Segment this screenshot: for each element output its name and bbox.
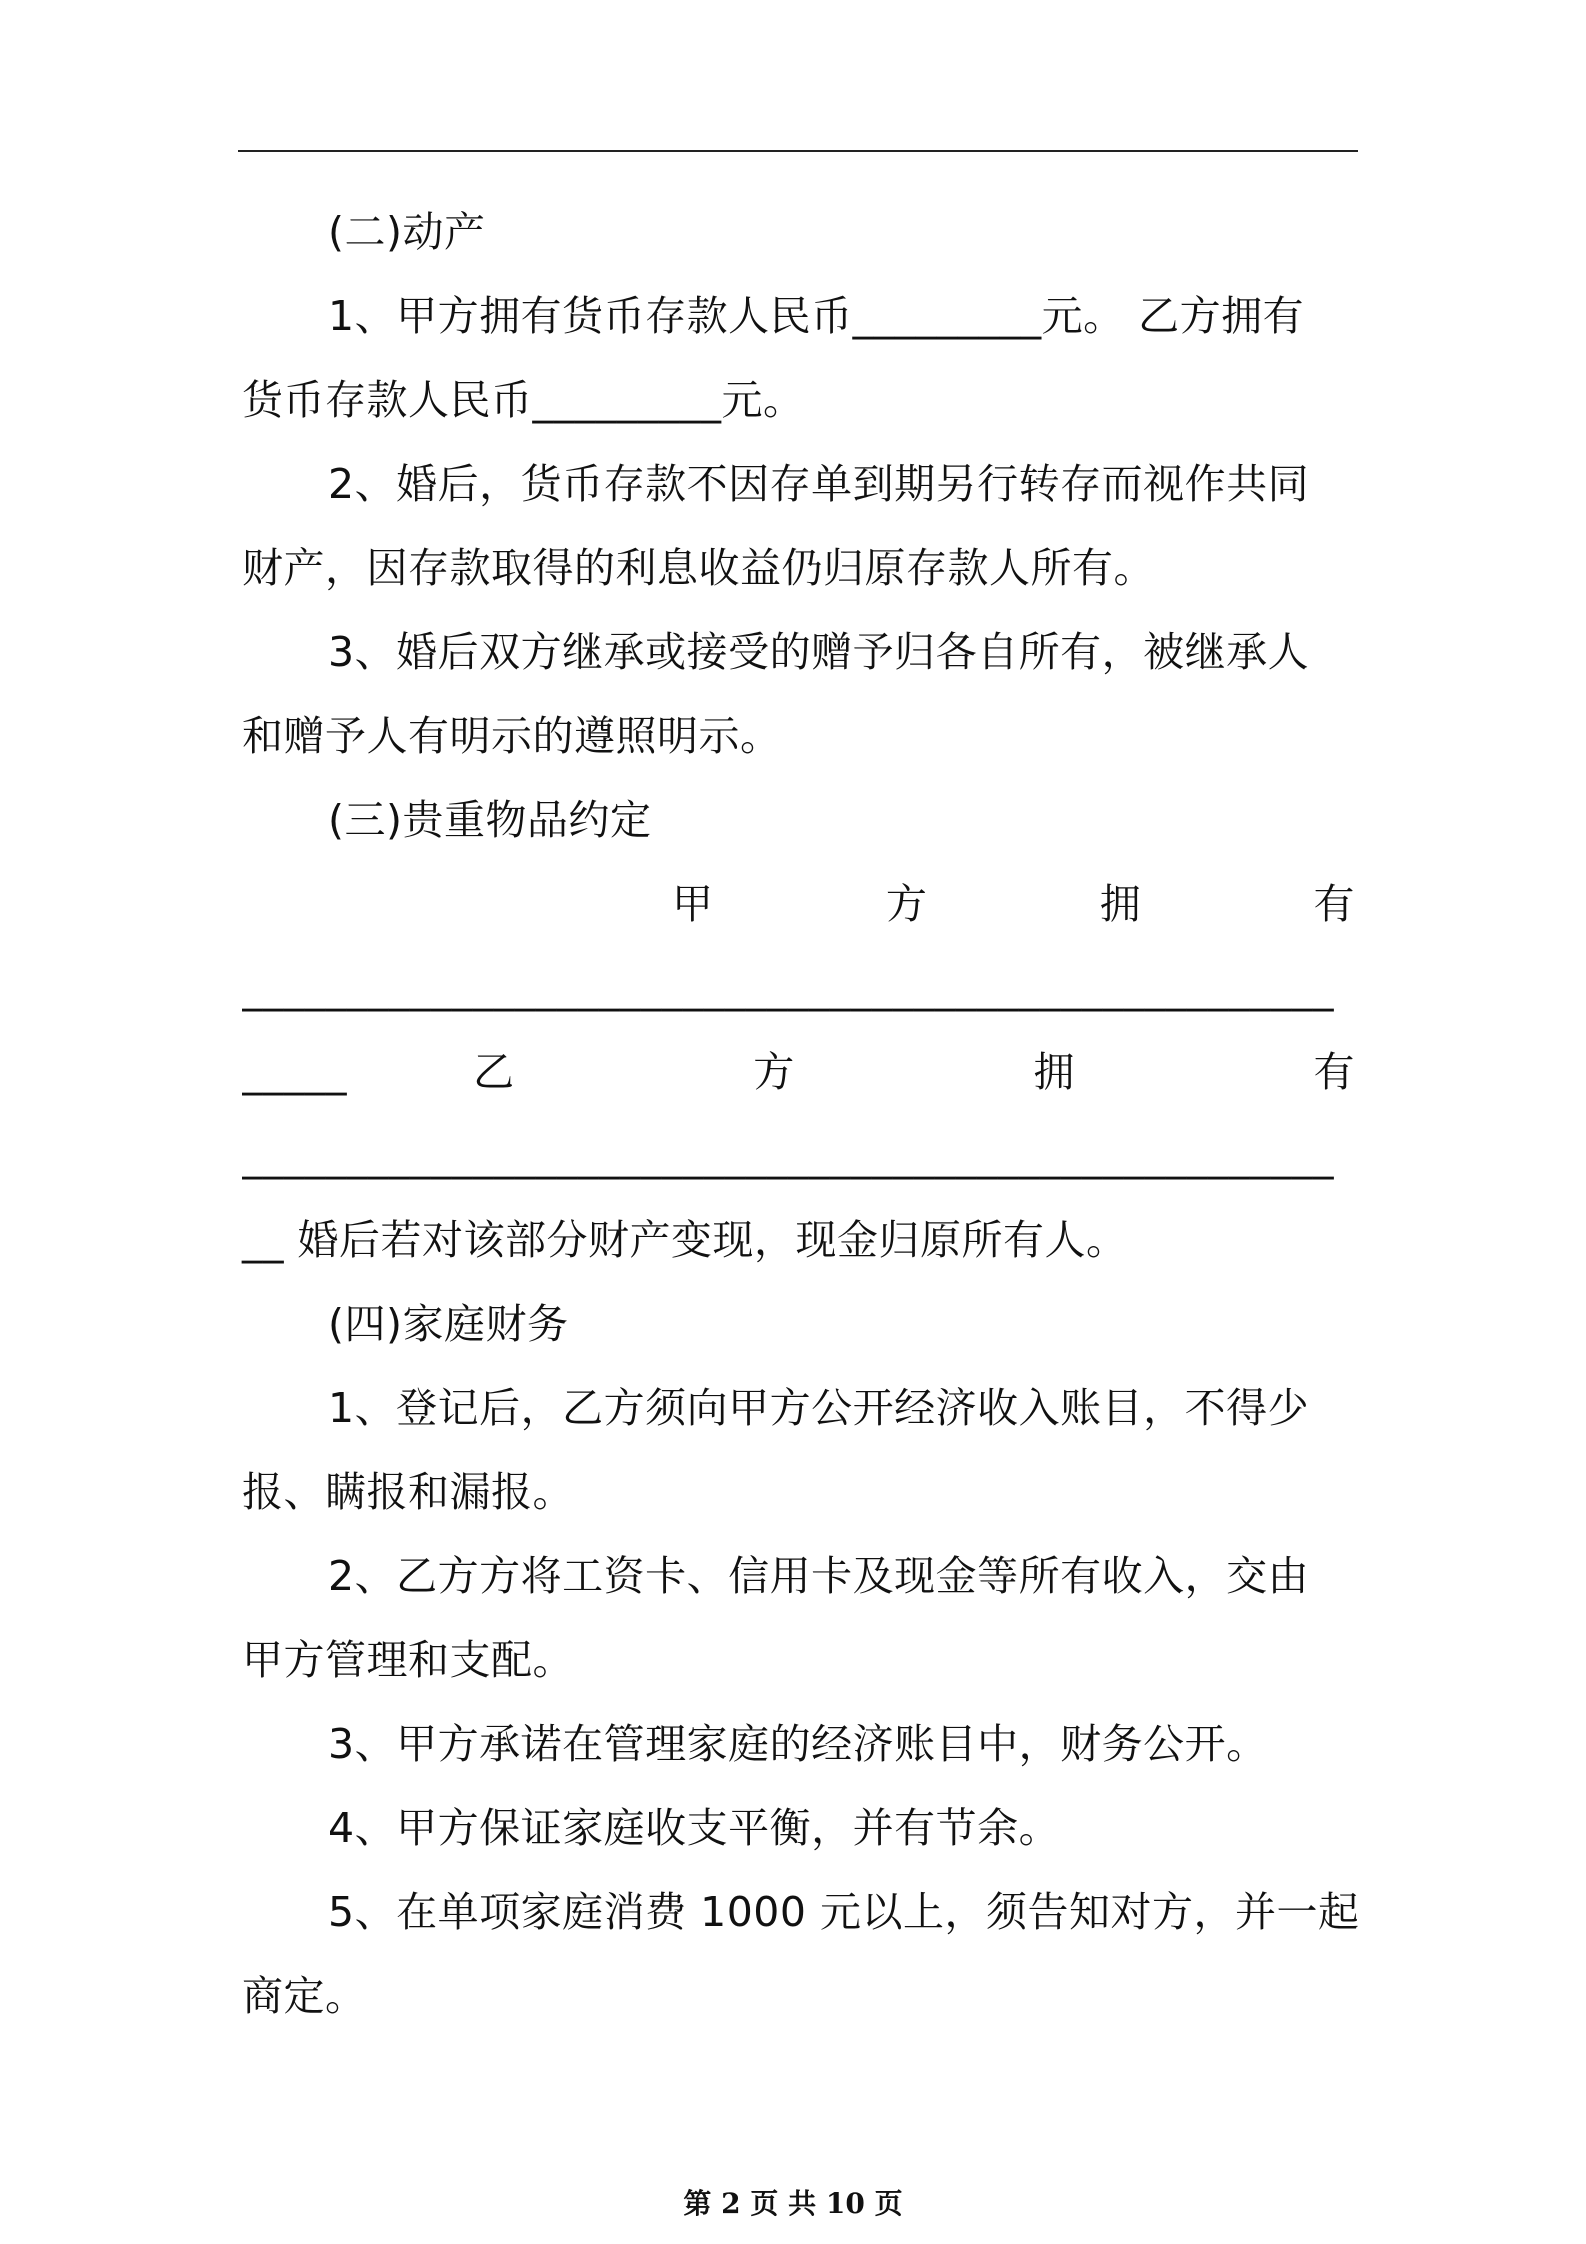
header-rule [238, 150, 1358, 152]
paragraph-line: 4、甲方保证家庭收支平衡，并有节余。 [328, 1804, 1061, 1852]
blank-fill-line: ____________________________________________________ [242, 964, 1334, 1012]
spaced-line-party-a-owns: 甲 方 拥 有 [672, 880, 1355, 928]
page-number-footer [0, 2182, 1586, 2222]
page-number-label: 第 2 页 共 10 页 [683, 2187, 903, 2220]
paragraph-line: 5、在单项家庭消费 1000 元以上，须告知对方，并一起 [328, 1888, 1360, 1936]
blank-fill-line: ____________________________________________________ [242, 1132, 1334, 1180]
paragraph-line: 2、乙方方将工资卡、信用卡及现金等所有收入，交由 [328, 1552, 1310, 1600]
section-heading-valuables: (三)贵重物品约定 [328, 796, 652, 844]
paragraph-line: 货币存款人民币_________元。 [242, 376, 805, 424]
spaced-line-party-b-owns: _____ 乙 方 拥 有 [242, 1048, 1355, 1096]
paragraph-line: 甲方管理和支配。 [242, 1636, 574, 1684]
section-heading-movable-property: (二)动产 [328, 208, 486, 256]
paragraph-line: 1、登记后，乙方须向甲方公开经济收入账目，不得少 [328, 1384, 1310, 1432]
paragraph-line: 报、瞒报和漏报。 [242, 1468, 574, 1516]
paragraph-line: 2、婚后，货币存款不因存单到期另行转存而视作共同 [328, 460, 1310, 508]
paragraph-line: 和赠予人有明示的遵照明示。 [242, 712, 782, 760]
paragraph-line: 商定。 [242, 1972, 367, 2020]
document-body [242, 190, 1360, 2038]
paragraph-line: 财产，因存款取得的利息收益仍归原存款人所有。 [242, 544, 1155, 592]
section-heading-family-finance: (四)家庭财务 [328, 1300, 569, 1348]
paragraph-line: 1、甲方拥有货币存款人民币_________元。 乙方拥有 [328, 292, 1305, 340]
paragraph-line: __ 婚后若对该部分财产变现，现金归原所有人。 [242, 1216, 1128, 1264]
paragraph-line: 3、甲方承诺在管理家庭的经济账目中，财务公开。 [328, 1720, 1268, 1768]
paragraph-line: 3、婚后双方继承或接受的赠予归各自所有，被继承人 [328, 628, 1310, 676]
